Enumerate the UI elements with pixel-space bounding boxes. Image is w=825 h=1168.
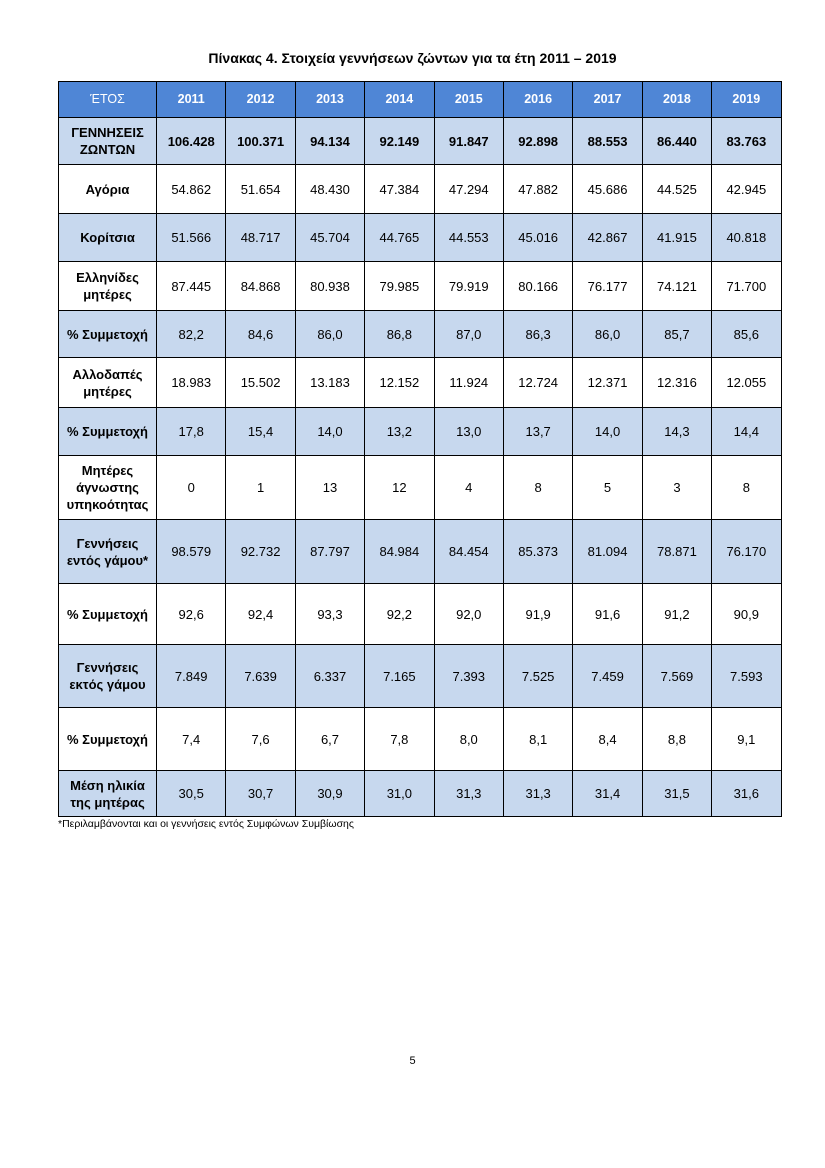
table-cell: 83.763: [712, 118, 781, 165]
table-cell: 91.847: [434, 118, 503, 165]
row-label: % Συμμετοχή: [59, 311, 157, 358]
table-cell: 31,3: [434, 771, 503, 817]
table-cell: 91,9: [503, 584, 572, 645]
table-cell: 13.183: [295, 358, 364, 408]
table-cell: 79.985: [365, 262, 434, 311]
table-cell: 87.797: [295, 520, 364, 584]
table-cell: 17,8: [157, 408, 226, 456]
table-cell: 13: [295, 456, 364, 520]
table-cell: 31,6: [712, 771, 781, 817]
row-label: Γεννήσεις εκτός γάμου: [59, 645, 157, 708]
table-cell: 84.454: [434, 520, 503, 584]
table-cell: 31,5: [642, 771, 711, 817]
table-cell: 40.818: [712, 214, 781, 262]
table-cell: 1: [226, 456, 295, 520]
table-cell: 7,6: [226, 708, 295, 771]
year-header: 2015: [434, 82, 503, 118]
table-cell: 15,4: [226, 408, 295, 456]
table-cell: 13,7: [503, 408, 572, 456]
table-cell: 41.915: [642, 214, 711, 262]
table-row: [59, 311, 782, 358]
table-cell: 14,0: [573, 408, 642, 456]
table-row: [59, 408, 782, 456]
table-cell: 7.569: [642, 645, 711, 708]
table-row: [59, 584, 782, 645]
table-row: [59, 358, 782, 408]
births-table: [58, 81, 782, 817]
table-cell: 48.717: [226, 214, 295, 262]
table-row: [59, 645, 782, 708]
table-cell: 48.430: [295, 165, 364, 214]
table-cell: 44.765: [365, 214, 434, 262]
row-label: Μητέρες άγνωστης υπηκοότητας: [59, 456, 157, 520]
table-cell: 47.294: [434, 165, 503, 214]
table-cell: 92.898: [503, 118, 572, 165]
table-cell: 78.871: [642, 520, 711, 584]
table-cell: 92,2: [365, 584, 434, 645]
table-cell: 3: [642, 456, 711, 520]
table-row: [59, 262, 782, 311]
table-cell: 93,3: [295, 584, 364, 645]
table-cell: 94.134: [295, 118, 364, 165]
table-cell: 31,3: [503, 771, 572, 817]
row-label: Κορίτσια: [59, 214, 157, 262]
table-cell: 8,4: [573, 708, 642, 771]
table-cell: 7.593: [712, 645, 781, 708]
year-column-header: ΈΤΟΣ: [59, 82, 157, 118]
header-row: [59, 82, 782, 118]
table-cell: 86,0: [295, 311, 364, 358]
table-cell: 100.371: [226, 118, 295, 165]
table-cell: 12.055: [712, 358, 781, 408]
table-cell: 7.639: [226, 645, 295, 708]
row-label: % Συμμετοχή: [59, 408, 157, 456]
year-header: 2018: [642, 82, 711, 118]
year-header: 2012: [226, 82, 295, 118]
table-cell: 54.862: [157, 165, 226, 214]
year-header: 2016: [503, 82, 572, 118]
table-cell: 18.983: [157, 358, 226, 408]
table-cell: 80.938: [295, 262, 364, 311]
row-label: % Συμμετοχή: [59, 584, 157, 645]
table-cell: 45.686: [573, 165, 642, 214]
table-cell: 8,0: [434, 708, 503, 771]
table-cell: 14,0: [295, 408, 364, 456]
table-cell: 106.428: [157, 118, 226, 165]
table-cell: 0: [157, 456, 226, 520]
table-cell: 85,6: [712, 311, 781, 358]
table-cell: 12.371: [573, 358, 642, 408]
table-cell: 5: [573, 456, 642, 520]
row-label: ΓΕΝΝΗΣΕΙΣ ΖΩΝΤΩΝ: [59, 118, 157, 165]
table-cell: 7.525: [503, 645, 572, 708]
table-cell: 51.566: [157, 214, 226, 262]
table-cell: 91,2: [642, 584, 711, 645]
table-cell: 51.654: [226, 165, 295, 214]
table-cell: 84.984: [365, 520, 434, 584]
table-cell: 86,3: [503, 311, 572, 358]
table-cell: 45.704: [295, 214, 364, 262]
table-cell: 13,0: [434, 408, 503, 456]
table-cell: 12: [365, 456, 434, 520]
table-cell: 82,2: [157, 311, 226, 358]
table-cell: 30,9: [295, 771, 364, 817]
table-cell: 92,0: [434, 584, 503, 645]
row-label: Ελληνίδες μητέρες: [59, 262, 157, 311]
table-cell: 84,6: [226, 311, 295, 358]
table-cell: 31,4: [573, 771, 642, 817]
table-cell: 86.440: [642, 118, 711, 165]
table-cell: 14,3: [642, 408, 711, 456]
table-cell: 15.502: [226, 358, 295, 408]
year-header: 2013: [295, 82, 364, 118]
table-cell: 92,4: [226, 584, 295, 645]
table-cell: 86,0: [573, 311, 642, 358]
row-label: Αγόρια: [59, 165, 157, 214]
page-number: 5: [409, 1055, 416, 1067]
table-cell: 85.373: [503, 520, 572, 584]
table-cell: 12.316: [642, 358, 711, 408]
table-cell: 12.152: [365, 358, 434, 408]
table-cell: 42.945: [712, 165, 781, 214]
table-cell: 8: [503, 456, 572, 520]
year-header: 2017: [573, 82, 642, 118]
table-cell: 80.166: [503, 262, 572, 311]
table-cell: 30,5: [157, 771, 226, 817]
table-cell: 7.849: [157, 645, 226, 708]
table-cell: 76.170: [712, 520, 781, 584]
table-cell: 44.525: [642, 165, 711, 214]
footnote: *Περιλαμβάνονται και οι γεννήσεις εντός Συμφώνων Συμβίωσης: [58, 818, 354, 830]
table-row: [59, 520, 782, 584]
table-row: [59, 456, 782, 520]
table-cell: 87,0: [434, 311, 503, 358]
table-cell: 90,9: [712, 584, 781, 645]
table-cell: 88.553: [573, 118, 642, 165]
table-cell: 47.882: [503, 165, 572, 214]
table-cell: 7.165: [365, 645, 434, 708]
table-cell: 9,1: [712, 708, 781, 771]
table-cell: 7,8: [365, 708, 434, 771]
table-cell: 84.868: [226, 262, 295, 311]
row-label: Μέση ηλικία της μητέρας: [59, 771, 157, 817]
table-cell: 44.553: [434, 214, 503, 262]
table-cell: 92.732: [226, 520, 295, 584]
table-cell: 87.445: [157, 262, 226, 311]
table-cell: 6,7: [295, 708, 364, 771]
table-cell: 91,6: [573, 584, 642, 645]
year-header: 2019: [712, 82, 781, 118]
table-cell: 7.393: [434, 645, 503, 708]
table-cell: 7.459: [573, 645, 642, 708]
table-cell: 13,2: [365, 408, 434, 456]
table-cell: 6.337: [295, 645, 364, 708]
table-cell: 31,0: [365, 771, 434, 817]
table-row: [59, 118, 782, 165]
table-cell: 14,4: [712, 408, 781, 456]
year-header: 2014: [365, 82, 434, 118]
table-cell: 42.867: [573, 214, 642, 262]
row-label: % Συμμετοχή: [59, 708, 157, 771]
table-cell: 92,6: [157, 584, 226, 645]
table-cell: 4: [434, 456, 503, 520]
table-cell: 79.919: [434, 262, 503, 311]
table-cell: 11.924: [434, 358, 503, 408]
table-title: Πίνακας 4. Στοιχεία γεννήσεων ζώντων για τα έτη 2011 – 2019: [208, 50, 617, 66]
table-cell: 7,4: [157, 708, 226, 771]
table-cell: 45.016: [503, 214, 572, 262]
table-cell: 92.149: [365, 118, 434, 165]
year-header: 2011: [157, 82, 226, 118]
table-cell: 76.177: [573, 262, 642, 311]
table-row: [59, 165, 782, 214]
row-label: Γεννήσεις εντός γάμου*: [59, 520, 157, 584]
table-cell: 8,1: [503, 708, 572, 771]
row-label: Αλλοδαπές μητέρες: [59, 358, 157, 408]
table-cell: 8,8: [642, 708, 711, 771]
table-cell: 81.094: [573, 520, 642, 584]
table-cell: 98.579: [157, 520, 226, 584]
table-cell: 30,7: [226, 771, 295, 817]
table-cell: 8: [712, 456, 781, 520]
table-row: [59, 214, 782, 262]
table-cell: 12.724: [503, 358, 572, 408]
table-row: [59, 708, 782, 771]
table-cell: 71.700: [712, 262, 781, 311]
table-row: [59, 771, 782, 817]
table-cell: 74.121: [642, 262, 711, 311]
table-cell: 85,7: [642, 311, 711, 358]
table-cell: 47.384: [365, 165, 434, 214]
table-cell: 86,8: [365, 311, 434, 358]
